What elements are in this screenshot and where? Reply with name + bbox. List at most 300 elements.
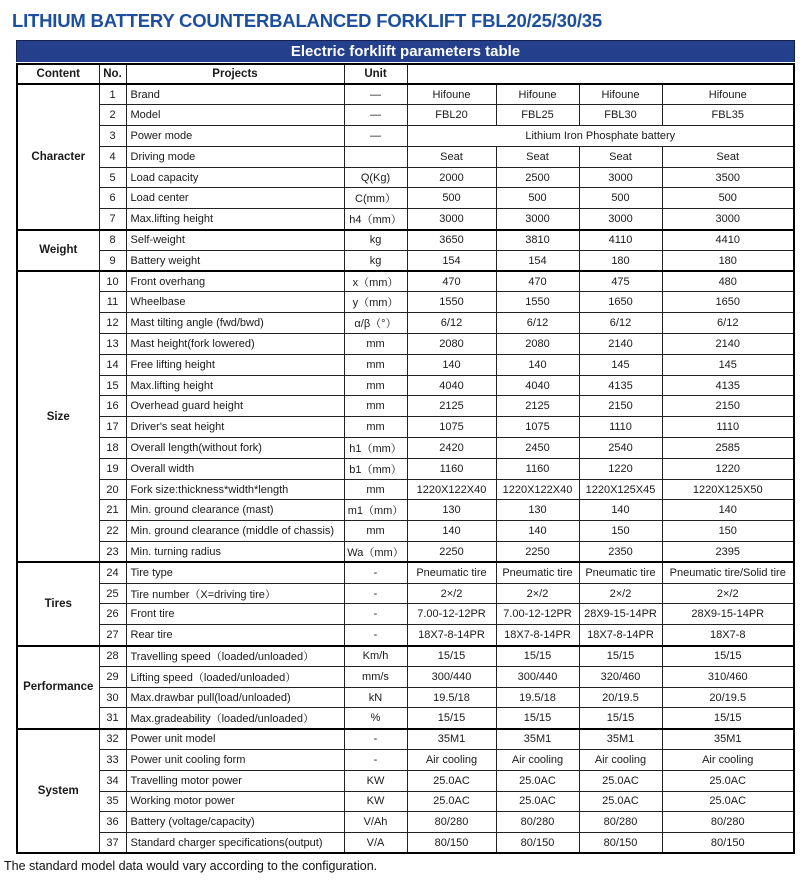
- value-cell: 4410: [662, 230, 794, 251]
- value-cell: 4135: [579, 375, 662, 396]
- parameters-table-section: [16, 40, 795, 854]
- unit-cell: Wa（mm）: [344, 542, 407, 563]
- group-label: Size: [17, 271, 99, 562]
- value-cell: 4110: [579, 230, 662, 251]
- value-cell: 25.0AC: [662, 770, 794, 791]
- group-label: Character: [17, 84, 99, 230]
- group-label: System: [17, 729, 99, 854]
- value-cell: 18X7-8-14PR: [496, 625, 579, 646]
- row-number-cell: 5: [99, 167, 126, 188]
- value-cell: Air cooling: [579, 750, 662, 771]
- value-cell: 150: [662, 521, 794, 542]
- project-cell: Overall width: [126, 458, 344, 479]
- row-number-cell: 3: [99, 126, 126, 147]
- table-row: [17, 209, 794, 230]
- row-number-cell: 4: [99, 146, 126, 167]
- table-row: [17, 250, 794, 271]
- value-cell: 140: [407, 354, 496, 375]
- value-cell: 310/460: [662, 666, 794, 687]
- table-row: [17, 791, 794, 812]
- value-cell: 2140: [579, 334, 662, 355]
- value-cell: 140: [579, 500, 662, 521]
- unit-cell: Q(Kg): [344, 167, 407, 188]
- table-row: [17, 812, 794, 833]
- row-number-cell: 2: [99, 105, 126, 126]
- project-cell: Battery (voltage/capacity): [126, 812, 344, 833]
- table-row: [17, 729, 794, 750]
- project-cell: Load center: [126, 188, 344, 209]
- value-cell: 35M1: [579, 729, 662, 750]
- table-row: [17, 625, 794, 646]
- row-number-cell: 12: [99, 313, 126, 334]
- value-cell: 2250: [407, 542, 496, 563]
- table-row: [17, 84, 794, 105]
- value-cell: 145: [579, 354, 662, 375]
- value-cell: 500: [407, 188, 496, 209]
- unit-cell: h4（mm）: [344, 209, 407, 230]
- value-cell: 1220X125X45: [579, 479, 662, 500]
- project-cell: Min. ground clearance (middle of chassis): [126, 521, 344, 542]
- value-cell: 130: [407, 500, 496, 521]
- value-cell: 15/15: [496, 646, 579, 667]
- table-row: [17, 521, 794, 542]
- value-cell: 2150: [662, 396, 794, 417]
- value-cell: 2450: [496, 438, 579, 459]
- row-number-cell: 25: [99, 583, 126, 604]
- value-cell: 3000: [579, 167, 662, 188]
- value-cell: 15/15: [496, 708, 579, 729]
- footer-note: The standard model data would vary according to the configuration.: [4, 859, 378, 874]
- row-number-cell: 11: [99, 292, 126, 313]
- value-cell: 7.00-12-12PR: [496, 604, 579, 625]
- value-cell: 470: [407, 271, 496, 292]
- unit-cell: %: [344, 708, 407, 729]
- unit-cell: —: [344, 126, 407, 147]
- value-cell: Pneumatic tire/Solid tire: [662, 562, 794, 583]
- unit-cell: Km/h: [344, 646, 407, 667]
- row-number-cell: 35: [99, 791, 126, 812]
- row-number-cell: 31: [99, 708, 126, 729]
- row-number-cell: 37: [99, 833, 126, 854]
- value-cell: 1160: [496, 458, 579, 479]
- column-header: Content: [17, 64, 99, 84]
- unit-cell: kg: [344, 230, 407, 251]
- table-row: [17, 770, 794, 791]
- row-number-cell: 27: [99, 625, 126, 646]
- value-cell: 2350: [579, 542, 662, 563]
- value-cell: 475: [579, 271, 662, 292]
- value-cell: 3500: [662, 167, 794, 188]
- value-cell: 80/280: [496, 812, 579, 833]
- value-cell: 145: [662, 354, 794, 375]
- unit-cell: mm: [344, 375, 407, 396]
- value-cell: 25.0AC: [407, 791, 496, 812]
- value-cell: 15/15: [579, 708, 662, 729]
- value-cell: 80/280: [407, 812, 496, 833]
- unit-cell: b1（mm）: [344, 458, 407, 479]
- unit-cell: mm: [344, 417, 407, 438]
- value-cell: 80/150: [407, 833, 496, 854]
- table-row: [17, 313, 794, 334]
- value-cell: 28X9-15-14PR: [662, 604, 794, 625]
- value-cell: 80/150: [579, 833, 662, 854]
- table-row: [17, 105, 794, 126]
- project-cell: Self-weight: [126, 230, 344, 251]
- value-cell: 140: [496, 354, 579, 375]
- value-cell: 6/12: [579, 313, 662, 334]
- table-row: [17, 354, 794, 375]
- row-number-cell: 9: [99, 250, 126, 271]
- value-cell: FBL30: [579, 105, 662, 126]
- value-cell: 500: [496, 188, 579, 209]
- row-number-cell: 19: [99, 458, 126, 479]
- table-row: [17, 375, 794, 396]
- unit-cell: mm: [344, 479, 407, 500]
- unit-cell: -: [344, 750, 407, 771]
- table-row: [17, 500, 794, 521]
- unit-cell: m1（mm）: [344, 500, 407, 521]
- project-cell: Wheelbase: [126, 292, 344, 313]
- table-row: [17, 708, 794, 729]
- table-row: [17, 188, 794, 209]
- value-cell: Pneumatic tire: [579, 562, 662, 583]
- project-cell: Max.lifting height: [126, 375, 344, 396]
- row-number-cell: 32: [99, 729, 126, 750]
- group-label: Weight: [17, 230, 99, 272]
- value-cell: 25.0AC: [496, 791, 579, 812]
- row-number-cell: 22: [99, 521, 126, 542]
- value-cell: 1110: [662, 417, 794, 438]
- value-cell: 140: [496, 521, 579, 542]
- row-number-cell: 17: [99, 417, 126, 438]
- value-cell: 1550: [407, 292, 496, 313]
- project-cell: Mast tilting angle (fwd/bwd): [126, 313, 344, 334]
- unit-cell: mm/s: [344, 666, 407, 687]
- project-cell: Max.lifting height: [126, 209, 344, 230]
- value-cell: 1110: [579, 417, 662, 438]
- table-row: [17, 438, 794, 459]
- page-title: LITHIUM BATTERY COUNTERBALANCED FORKLIFT FBL20/25/30/35: [12, 10, 602, 31]
- value-cell: 140: [407, 521, 496, 542]
- row-number-cell: 14: [99, 354, 126, 375]
- project-cell: Tire number（X=driving tire）: [126, 583, 344, 604]
- value-cell: 80/280: [579, 812, 662, 833]
- value-cell: 35M1: [662, 729, 794, 750]
- value-cell: 3000: [662, 209, 794, 230]
- value-cell: 25.0AC: [662, 791, 794, 812]
- unit-cell: y（mm）: [344, 292, 407, 313]
- unit-cell: -: [344, 583, 407, 604]
- value-cell: Pneumatic tire: [407, 562, 496, 583]
- unit-cell: C(mm）: [344, 188, 407, 209]
- table-row: [17, 666, 794, 687]
- table-row: [17, 604, 794, 625]
- value-cell: Seat: [579, 146, 662, 167]
- table-row: [17, 167, 794, 188]
- row-number-cell: 20: [99, 479, 126, 500]
- value-cell: 2250: [496, 542, 579, 563]
- value-cell: 15/15: [579, 646, 662, 667]
- value-cell: 1160: [407, 458, 496, 479]
- project-cell: Overall length(without fork): [126, 438, 344, 459]
- unit-cell: [344, 146, 407, 167]
- value-cell: 1650: [662, 292, 794, 313]
- row-number-cell: 23: [99, 542, 126, 563]
- table-row: [17, 583, 794, 604]
- value-cell: 1650: [579, 292, 662, 313]
- table-row: [17, 833, 794, 854]
- value-cell: 1220X122X40: [496, 479, 579, 500]
- value-cell: FBL20: [407, 105, 496, 126]
- table-row: [17, 562, 794, 583]
- unit-cell: mm: [344, 354, 407, 375]
- project-cell: Min. ground clearance (mast): [126, 500, 344, 521]
- page: [0, 10, 812, 873]
- value-cell: 4040: [407, 375, 496, 396]
- table-row: [17, 646, 794, 667]
- value-cell: 154: [407, 250, 496, 271]
- value-cell: 2×/2: [496, 583, 579, 604]
- value-cell: 6/12: [496, 313, 579, 334]
- value-cell: Hifoune: [496, 84, 579, 105]
- value-cell: 18X7-8-14PR: [407, 625, 496, 646]
- column-header-row: [17, 64, 794, 84]
- project-cell: Rear tire: [126, 625, 344, 646]
- value-cell: Seat: [662, 146, 794, 167]
- value-cell: 3000: [579, 209, 662, 230]
- table-row: [17, 334, 794, 355]
- table-row: [17, 230, 794, 251]
- table-row: [17, 417, 794, 438]
- value-cell: 150: [579, 521, 662, 542]
- value-cell: 300/440: [407, 666, 496, 687]
- value-cell: 2395: [662, 542, 794, 563]
- value-cell: 2140: [662, 334, 794, 355]
- row-number-cell: 13: [99, 334, 126, 355]
- value-cell: 2080: [407, 334, 496, 355]
- value-cell: 180: [579, 250, 662, 271]
- table-row: [17, 542, 794, 563]
- table-row: [17, 479, 794, 500]
- value-cell: FBL35: [662, 105, 794, 126]
- value-cell: 20/19.5: [662, 687, 794, 708]
- row-number-cell: 18: [99, 438, 126, 459]
- row-number-cell: 1: [99, 84, 126, 105]
- row-number-cell: 28: [99, 646, 126, 667]
- value-cell: 15/15: [662, 646, 794, 667]
- value-cell: 180: [662, 250, 794, 271]
- project-cell: Power unit cooling form: [126, 750, 344, 771]
- table-row: [17, 271, 794, 292]
- value-cell: 35M1: [407, 729, 496, 750]
- unit-cell: h1（mm）: [344, 438, 407, 459]
- value-cell: 2000: [407, 167, 496, 188]
- value-cell: Hifoune: [407, 84, 496, 105]
- value-cell: 18X7-8: [662, 625, 794, 646]
- project-cell: Load capacity: [126, 167, 344, 188]
- value-cell: 1220: [662, 458, 794, 479]
- project-cell: Brand: [126, 84, 344, 105]
- column-header-values-blank: [407, 64, 794, 84]
- table-row: [17, 292, 794, 313]
- value-cell: 140: [662, 500, 794, 521]
- row-number-cell: 16: [99, 396, 126, 417]
- project-cell: Driving mode: [126, 146, 344, 167]
- project-cell: Max.drawbar pull(load/unloaded): [126, 687, 344, 708]
- row-number-cell: 21: [99, 500, 126, 521]
- project-cell: Min. turning radius: [126, 542, 344, 563]
- project-cell: Driver's seat height: [126, 417, 344, 438]
- project-cell: Max.gradeability（loaded/unloaded）: [126, 708, 344, 729]
- unit-cell: -: [344, 562, 407, 583]
- value-cell: 320/460: [579, 666, 662, 687]
- value-cell: 28X9-15-14PR: [579, 604, 662, 625]
- unit-cell: KW: [344, 791, 407, 812]
- row-number-cell: 33: [99, 750, 126, 771]
- table-row: [17, 750, 794, 771]
- value-cell: 500: [662, 188, 794, 209]
- project-cell: Battery weight: [126, 250, 344, 271]
- value-cell: 25.0AC: [579, 770, 662, 791]
- unit-cell: x（mm）: [344, 271, 407, 292]
- value-cell: 25.0AC: [407, 770, 496, 791]
- value-cell: FBL25: [496, 105, 579, 126]
- table-caption: Electric forklift parameters table: [16, 40, 795, 62]
- value-cell: 25.0AC: [579, 791, 662, 812]
- project-cell: Standard charger specifications(output): [126, 833, 344, 854]
- unit-cell: mm: [344, 396, 407, 417]
- value-cell: 3810: [496, 230, 579, 251]
- value-cell: Hifoune: [579, 84, 662, 105]
- value-cell: 2585: [662, 438, 794, 459]
- value-cell: 19.5/18: [407, 687, 496, 708]
- value-cell: 1075: [496, 417, 579, 438]
- value-cell: 4135: [662, 375, 794, 396]
- unit-cell: kg: [344, 250, 407, 271]
- value-cell: 35M1: [496, 729, 579, 750]
- value-cell: 300/440: [496, 666, 579, 687]
- value-cell: 1220X122X40: [407, 479, 496, 500]
- value-cell: 6/12: [407, 313, 496, 334]
- value-cell: 15/15: [662, 708, 794, 729]
- row-number-cell: 36: [99, 812, 126, 833]
- row-number-cell: 10: [99, 271, 126, 292]
- project-cell: Lifting speed（loaded/unloaded）: [126, 666, 344, 687]
- value-cell: 470: [496, 271, 579, 292]
- value-cell: 19.5/18: [496, 687, 579, 708]
- project-cell: Power mode: [126, 126, 344, 147]
- value-cell: 1075: [407, 417, 496, 438]
- value-cell: Pneumatic tire: [496, 562, 579, 583]
- project-cell: Model: [126, 105, 344, 126]
- value-cell: 15/15: [407, 646, 496, 667]
- row-number-cell: 8: [99, 230, 126, 251]
- table-row: [17, 687, 794, 708]
- value-cell: 80/150: [496, 833, 579, 854]
- unit-cell: KW: [344, 770, 407, 791]
- value-cell: 2500: [496, 167, 579, 188]
- value-cell: 480: [662, 271, 794, 292]
- group-label: Tires: [17, 562, 99, 645]
- table-row: [17, 458, 794, 479]
- unit-cell: α/β（°）: [344, 313, 407, 334]
- project-cell: Front overhang: [126, 271, 344, 292]
- project-cell: Fork size:thickness*width*length: [126, 479, 344, 500]
- project-cell: Overhead guard height: [126, 396, 344, 417]
- value-cell: 1550: [496, 292, 579, 313]
- unit-cell: kN: [344, 687, 407, 708]
- unit-cell: V/A: [344, 833, 407, 854]
- row-number-cell: 30: [99, 687, 126, 708]
- row-number-cell: 34: [99, 770, 126, 791]
- value-cell: 2080: [496, 334, 579, 355]
- value-cell: 2×/2: [407, 583, 496, 604]
- value-cell: 80/280: [662, 812, 794, 833]
- value-cell: 154: [496, 250, 579, 271]
- value-cell: 2420: [407, 438, 496, 459]
- column-header: Projects: [126, 64, 344, 84]
- value-cell: 80/150: [662, 833, 794, 854]
- spec-table: [16, 63, 795, 854]
- unit-cell: mm: [344, 334, 407, 355]
- row-number-cell: 6: [99, 188, 126, 209]
- column-header: No.: [99, 64, 126, 84]
- value-cell: 2125: [407, 396, 496, 417]
- value-cell: 6/12: [662, 313, 794, 334]
- unit-cell: —: [344, 84, 407, 105]
- unit-cell: V/Ah: [344, 812, 407, 833]
- value-cell: 2540: [579, 438, 662, 459]
- value-cell: Air cooling: [496, 750, 579, 771]
- value-cell: 130: [496, 500, 579, 521]
- project-cell: Mast height(fork lowered): [126, 334, 344, 355]
- value-cell: 2125: [496, 396, 579, 417]
- row-number-cell: 24: [99, 562, 126, 583]
- value-cell: 3000: [407, 209, 496, 230]
- group-label: Performance: [17, 646, 99, 729]
- unit-cell: mm: [344, 521, 407, 542]
- unit-cell: -: [344, 604, 407, 625]
- unit-cell: -: [344, 729, 407, 750]
- table-row: [17, 146, 794, 167]
- value-cell-merged: Lithium Iron Phosphate battery: [407, 126, 794, 147]
- value-cell: Air cooling: [407, 750, 496, 771]
- project-cell: Tire type: [126, 562, 344, 583]
- unit-cell: -: [344, 625, 407, 646]
- value-cell: Seat: [407, 146, 496, 167]
- project-cell: Working motor power: [126, 791, 344, 812]
- value-cell: 3650: [407, 230, 496, 251]
- value-cell: 18X7-8-14PR: [579, 625, 662, 646]
- value-cell: 20/19.5: [579, 687, 662, 708]
- value-cell: 2150: [579, 396, 662, 417]
- row-number-cell: 29: [99, 666, 126, 687]
- column-header: Unit: [344, 64, 407, 84]
- value-cell: Hifoune: [662, 84, 794, 105]
- table-row: [17, 396, 794, 417]
- value-cell: 15/15: [407, 708, 496, 729]
- value-cell: Seat: [496, 146, 579, 167]
- value-cell: 500: [579, 188, 662, 209]
- project-cell: Free lifting height: [126, 354, 344, 375]
- value-cell: 1220: [579, 458, 662, 479]
- value-cell: 1220X125X50: [662, 479, 794, 500]
- row-number-cell: 26: [99, 604, 126, 625]
- row-number-cell: 15: [99, 375, 126, 396]
- project-cell: Power unit model: [126, 729, 344, 750]
- table-row: [17, 126, 794, 147]
- row-number-cell: 7: [99, 209, 126, 230]
